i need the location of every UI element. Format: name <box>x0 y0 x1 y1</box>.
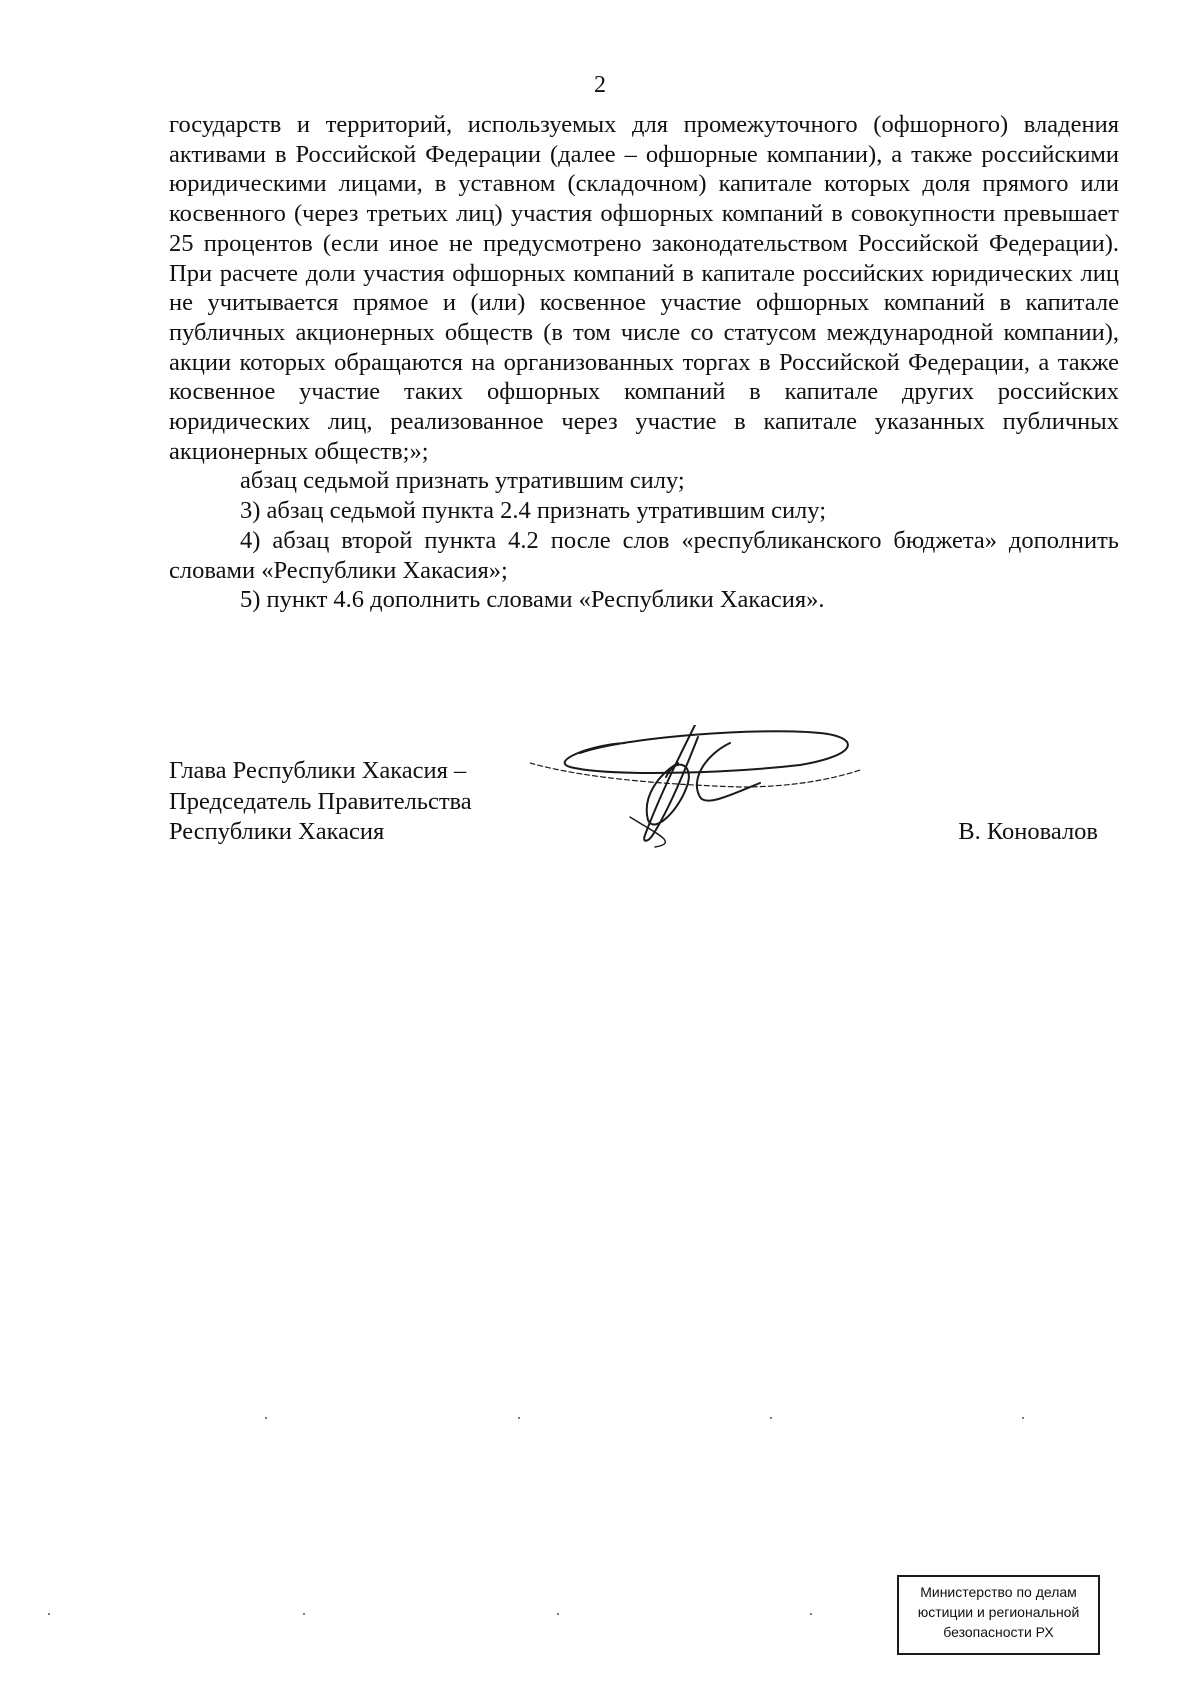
stamp-line: Министерство по делам <box>920 1584 1077 1600</box>
paragraph-offshore-definition: государств и территорий, используемых для промежуточного (офшорного) владения активами в Российской Федерации (далее – офшорные компании), а также российскими юридическими лицами, в уставном (складочном) капитале которых доля прямого или косвенного (через третьих лиц) участия офшорных компаний в совокупности превышает 25 процентов (если иное не предусмотрено законодательством Российской Федерации). При расчете доли участия офшорных компаний в капитале российских юридических лиц не учитывается прямое и (или) косвенное участие офшорных компаний в капитале публичных акционерных обществ (в том числе со статусом международной компании), акции которых обращаются на организованных торгах в Российской Федерации, а также косвенное участие таких офшорных компаний в капитале других российских юридических лиц, реализованное через участие в капитале указанных публичных акционерных обществ;»; <box>169 111 1119 465</box>
registration-stamp <box>897 1575 1100 1655</box>
signer-position <box>169 756 472 848</box>
scan-speck <box>265 1417 267 1419</box>
paragraph-amendment-5: 5) пункт 4.6 дополнить словами «Республики Хакасия». <box>240 586 825 614</box>
scan-speck <box>810 1613 812 1615</box>
paragraph-amendment-1: абзац седьмой признать утратившим силу; <box>240 467 685 495</box>
signer-position-line: Глава Республики Хакасия – <box>169 757 467 784</box>
scan-speck <box>557 1613 559 1615</box>
signer-name: В. Коновалов <box>958 818 1098 845</box>
signer-position-line: Председатель Правительства <box>169 787 472 815</box>
scan-speck <box>1022 1417 1024 1419</box>
scan-speck <box>303 1613 305 1615</box>
body-text <box>169 110 1119 615</box>
handwritten-signature <box>530 725 910 850</box>
stamp-line: юстиции и региональной <box>917 1604 1080 1620</box>
paragraph-amendment-3: 3) абзац седьмой пункта 2.4 признать утратившим силу; <box>240 497 827 525</box>
scan-speck <box>518 1417 520 1419</box>
scan-speck <box>770 1417 772 1419</box>
signer-position-line: Республики Хакасия <box>169 818 385 845</box>
page-number: 2 <box>594 72 606 98</box>
paragraph-amendment-4: 4) абзац второй пункта 4.2 после слов «республиканского бюджета» дополнить словами «Республики Хакасия»; <box>169 526 1119 584</box>
stamp-line: безопасности РХ <box>943 1624 1054 1640</box>
scan-speck <box>48 1613 50 1615</box>
